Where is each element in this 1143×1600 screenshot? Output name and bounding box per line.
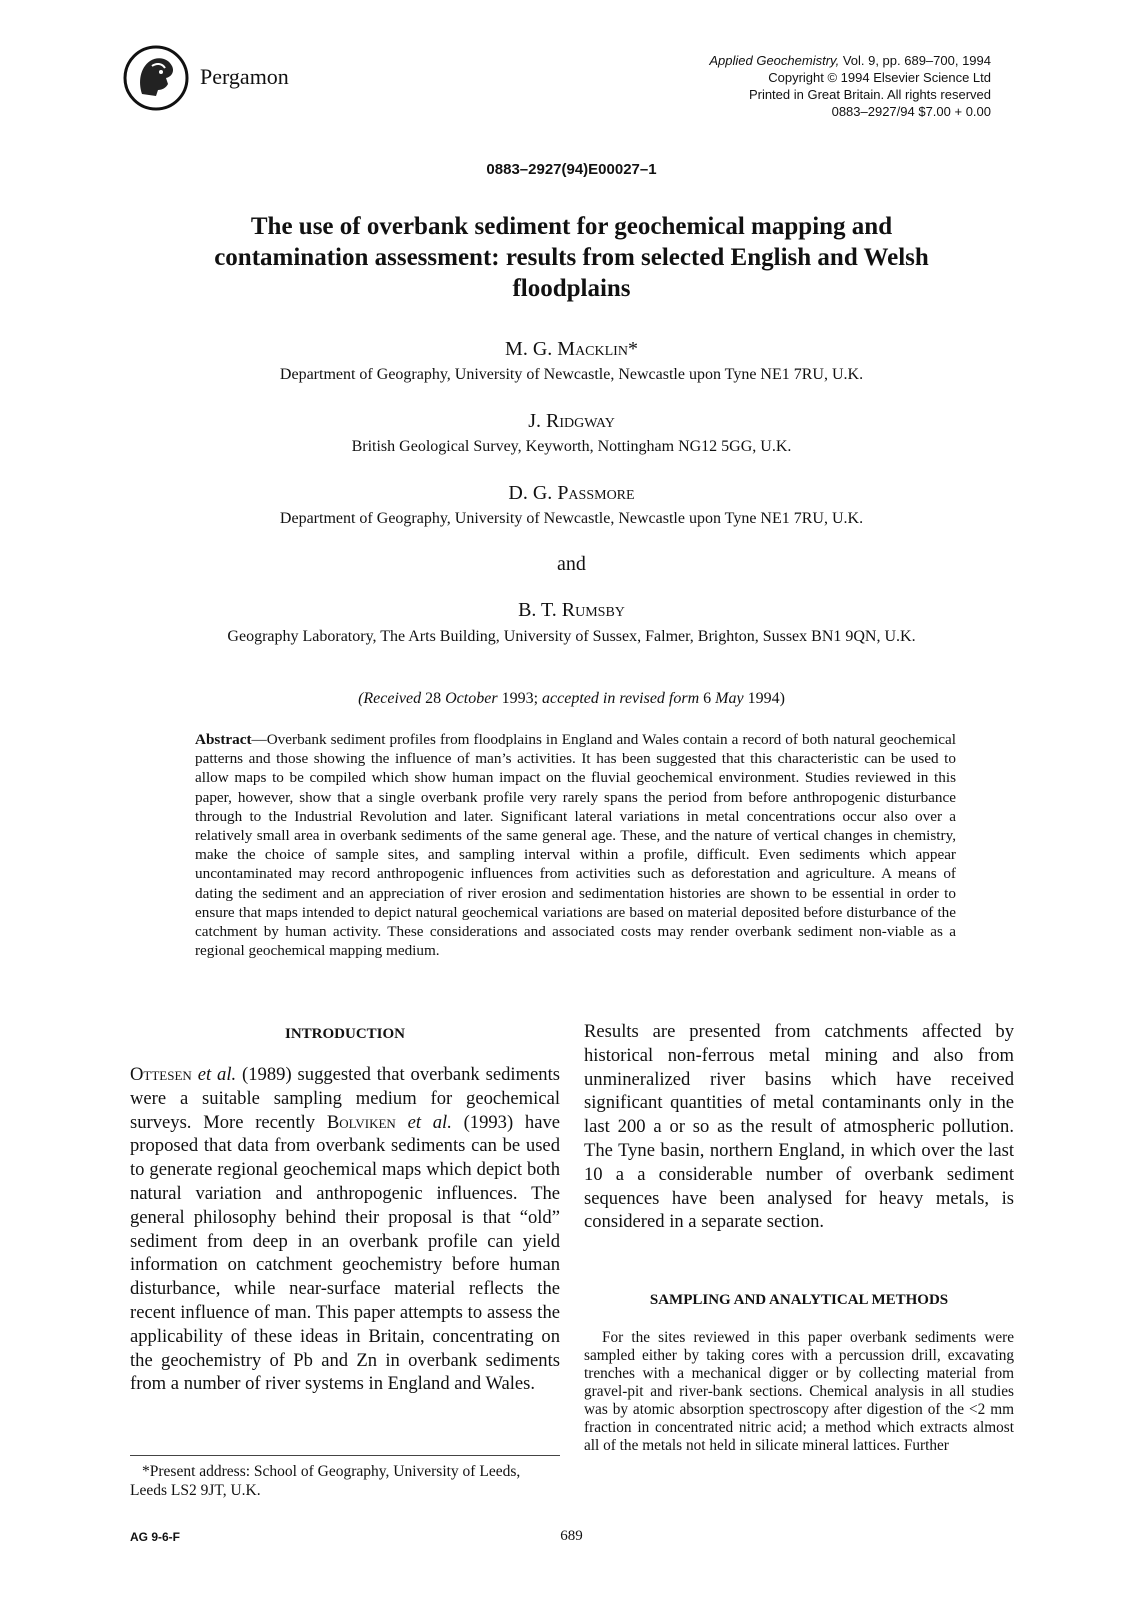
abstract xyxy=(195,730,956,960)
paper-title: The use of overbank sediment for geochemical mapping and contamination assessment: results from selected English and Welsh floodplains xyxy=(214,213,929,302)
introduction-heading: INTRODUCTION xyxy=(284,1026,405,1042)
author-surname: Passmore xyxy=(557,482,635,504)
author-surname: Rumsby xyxy=(561,599,625,621)
left-column xyxy=(130,1026,560,1396)
pergamon-logo-icon xyxy=(122,44,190,112)
author-affiliation: British Geological Survey, Keyworth, Nottingham NG12 5GG, U.K. xyxy=(351,438,792,455)
methods-paragraph: For the sites reviewed in this paper overbank sediments were sampled either by taking cores with a percussion drill, excavating trenches with a mechanical digger or by collecting material from gravel-pit and river-bank sections. Chemical analysis in all studies was by atomic absorption spectroscopy after digestion of the <2 mm fraction in concentrated nitric acid; a method which extracts almost all of the metals not held in silicate mineral lattices. Further xyxy=(584,1329,1014,1454)
methods-heading: SAMPLING AND ANALYTICAL METHODS xyxy=(649,1292,949,1309)
author-affiliation: Geography Laboratory, The Arts Building, University of Sussex, Falmer, Brighton, Sussex BN1 9QN, U.K. xyxy=(227,628,916,645)
author-surname: Ridgway xyxy=(545,410,615,432)
footnote-divider xyxy=(130,1455,560,1456)
printed-line: Printed in Great Britain. All rights reserved xyxy=(748,87,991,102)
footnote: *Present address: School of Geography, University of Leeds, Leeds LS2 9JT, U.K. xyxy=(130,1463,521,1499)
authors-and: and xyxy=(557,553,586,575)
ag-code: AG 9-6-F xyxy=(130,1530,181,1544)
price-line: 0883–2927/94 $7.00 + 0.00 xyxy=(831,104,991,119)
journal-name: Applied Geochemistry, xyxy=(709,53,840,68)
introduction-paragraph: Ottesen et al. (1989) suggested that overbank sediments were a suitable sampling medium for geochemical surveys. More recently Bolviken et al. (1993) have proposed that data from overbank sediments can be used to generate regional geochemical maps which depict both natural variation and anthropogenic influences. The general philosophy behind their proposal is that “old” sediment from deep in an overbank profile can yield information on catchment geochemistry before human disturbance, while near-surface material reflects the recent influence of man. This paper attempts to assess the applicability of these ideas in Britain, concentrating on the geochemistry of Pb and Zn in overbank sediments from a number of river systems in England and Wales. xyxy=(130,1064,561,1395)
author-name: J. Ridgway xyxy=(528,410,615,432)
publisher-name: Pergamon xyxy=(200,64,289,89)
publisher-logo xyxy=(122,44,352,124)
abstract-text: —Overbank sediment profiles from floodplains in England and Wales contain a record of both natural geochemical patterns and those showing the influence of man’s activities. It has been suggested that this characteristic can be used to allow maps to be compiled which show human impact on the fluvial geochemical environment. Studies reviewed in this paper, however, show that a single overbank profile very rarely spans the period from before anthropogenic disturbance through to the Industrial Revolution and later. Significant lateral variations in metal concentrations occur also over a relatively small area in overbank sediments of the same general age. These, and the nature of vertical changes in chemistry, make the choice of sample sites, and sampling interval within a profile, difficult. Even sediments which appear uncontaminated may record anthropogenic influences from activities such as deforestation and agriculture. A means of dating the sediment and an appreciation of river erosion and sedimentation histories are shown to be essential in order to ensure that maps intended to depict natural geochemical variations are based on material deposited before disturbance of the catchment by human activity. These considerations and associated costs may render overbank sediment non-viable as a regional geochemical mapping medium. xyxy=(195,731,956,960)
introduction-continuation: Results are presented from catchments affected by historical non-ferrous metal mining and also from unmineralized river basins which have received significant quantities of metal contaminants only in the last 200 a or so as the result of atmospheric pollution. The Tyne basin, northern England, in which over the last 10 a a considerable number of overbank sediment sequences have been analysed for heavy metals, is considered in a separate section. xyxy=(584,1021,1014,1233)
right-column xyxy=(584,1020,1014,1455)
author-name: B. T. Rumsby xyxy=(518,599,625,621)
journal-citation xyxy=(709,52,991,69)
author-name: D. G. Passmore xyxy=(508,482,635,504)
abstract-label: Abstract xyxy=(195,731,252,748)
author-mark: * xyxy=(627,338,638,360)
author-affiliation: Department of Geography, University of Newcastle, Newcastle upon Tyne NE1 7RU, U.K. xyxy=(279,510,864,527)
author-affiliation: Department of Geography, University of Newcastle, Newcastle upon Tyne NE1 7RU, U.K. xyxy=(279,366,864,383)
document-code: 0883–2927(94)E00027–1 xyxy=(486,161,657,178)
author-name: M. G. Macklin* xyxy=(505,338,638,360)
copyright-line: Copyright © 1994 Elsevier Science Ltd xyxy=(768,70,991,85)
page-number: 689 xyxy=(560,1528,583,1544)
received-dates: (Received 28 October 1993; accepted in revised form 6 May 1994) xyxy=(358,690,785,707)
journal-volume: Vol. 9, pp. 689–700, 1994 xyxy=(842,53,991,68)
author-surname: Macklin xyxy=(557,338,628,360)
journal-info xyxy=(709,52,991,120)
